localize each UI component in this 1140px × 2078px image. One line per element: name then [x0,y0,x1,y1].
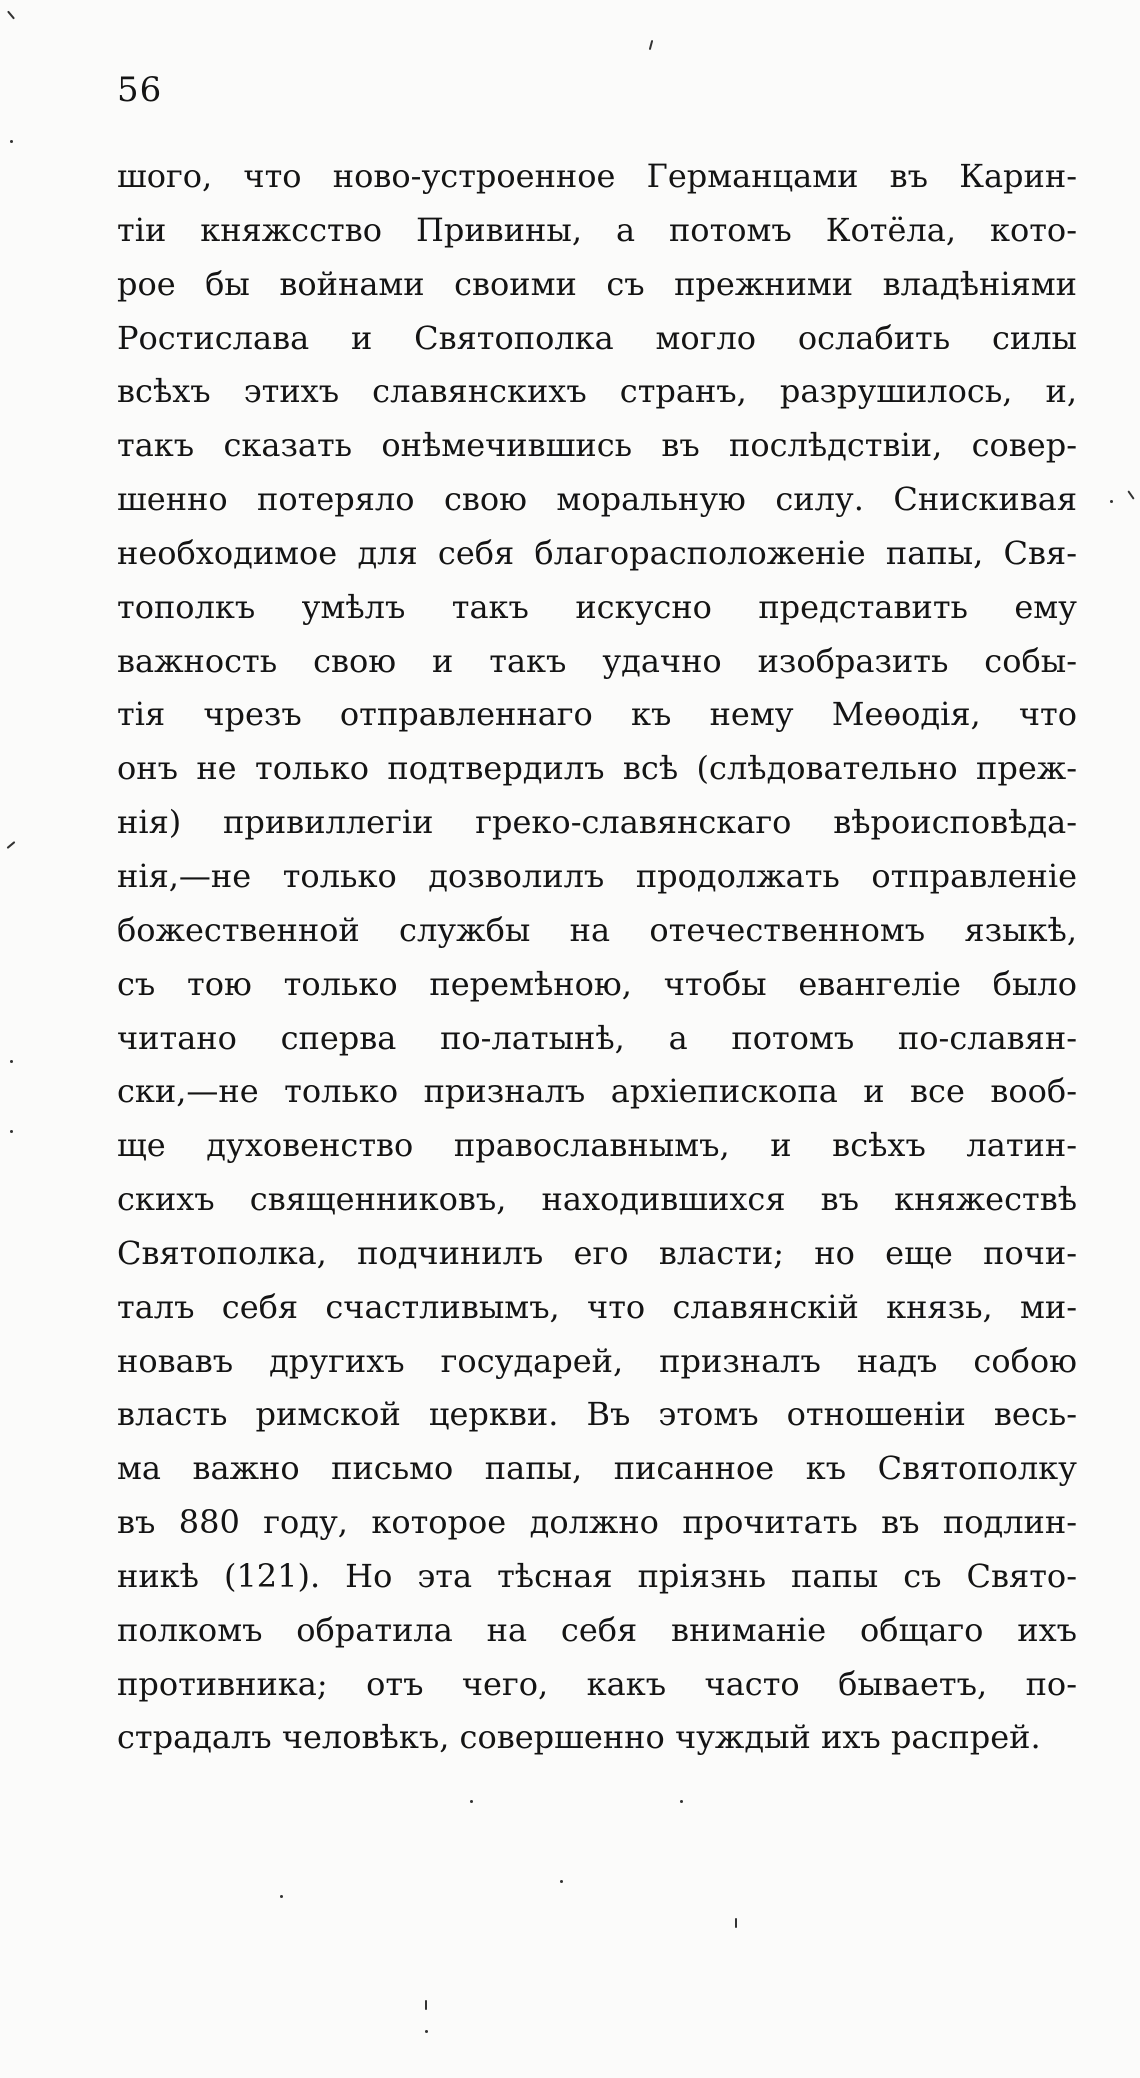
scan-speck [470,1800,473,1803]
text-line: противника; отъ чего, какъ часто бываетъ, по- [117,1664,1077,1703]
text-line: ски,—не только призналъ архіепископа и все вооб- [117,1072,1077,1111]
scan-speck [1127,490,1134,499]
text-line: скихъ священниковъ, находившихся въ княжествѣ [117,1180,1077,1219]
scan-speck [560,1880,563,1883]
text-line: Святополка, подчинилъ его власти; но еще почи- [117,1233,1077,1272]
text-line: нія,—не только дозволилъ продолжать отправленіе [117,856,1077,895]
scan-speck [7,11,15,20]
text-line: съ тою только перемѣною, чтобы евангеліе было [117,964,1077,1003]
scan-speck [10,140,13,143]
scan-speck [735,1918,737,1928]
text-line: тіи княжсство Привины, а потомъ Котёла, кото- [117,210,1077,249]
text-line: шого, что ново-устроенное Германцами въ Карин- [117,157,1077,195]
text-line: рое бы войнами своими съ прежними владѣніями [117,264,1077,303]
scan-speck [10,1130,13,1133]
text-line: страдалъ человѣкъ, совершенно чуждый ихъ распрей. [117,1718,1041,1757]
text-line: онъ не только подтвердилъ всѣ (слѣдовательно преж- [117,749,1077,788]
text-line: всѣхъ этихъ славянскихъ странъ, разрушилось, и, [117,372,1077,411]
text-line: такъ сказать онѣмечившись въ послѣдствіи, совер- [117,426,1077,465]
scan-speck [1110,500,1113,503]
text-line: Ростислава и Святополка могло ослабить силы [117,318,1077,357]
text-line: читано сперва по-латынѣ, а потомъ по-славян- [117,1018,1077,1057]
scan-speck [649,40,654,50]
text-line: тополкъ умѣлъ такъ искусно представить ему [117,587,1077,626]
text-line: шенно потеряло свою моральную силу. Снискивая [117,480,1077,519]
text-line: важность свою и такъ удачно изобразить собы- [117,641,1077,680]
text-line: полкомъ обратила на себя вниманіе общаго ихъ [117,1610,1077,1649]
text-line: ще духовенство православнымъ, и всѣхъ латин- [117,1126,1077,1165]
scan-speck [425,2030,428,2033]
scan-speck [280,1895,283,1898]
text-line: новавъ другихъ государей, призналъ надъ собою [117,1341,1077,1380]
text-line: никѣ (121). Но эта тѣсная пріязнь папы съ Свято- [117,1556,1077,1595]
scan-speck [10,1060,13,1063]
text-line: талъ себя счастливымъ, что славянскій князь, ми- [117,1287,1077,1326]
text-line: необходимое для себя благорасположеніе папы, Свя- [117,533,1077,572]
scan-speck [425,2000,427,2010]
text-line: нія) привиллегіи греко-славянскаго вѣроисповѣда- [117,803,1077,842]
body-text [117,150,1077,1765]
text-line: божественной службы на отечественномъ языкѣ, [117,910,1077,949]
scan-speck [680,1800,683,1803]
text-line: въ 880 году, которое должно прочитать въ подлин- [117,1503,1077,1542]
text-line: тія чрезъ отправленнаго къ нему Меѳодія, что [117,695,1077,734]
text-line: ма важно письмо папы, писанное къ Святополку [117,1449,1077,1488]
scan-speck [7,841,16,849]
text-line: власть римской церкви. Въ этомъ отношеніи весь- [117,1395,1077,1434]
page-number: 56 [117,70,163,110]
